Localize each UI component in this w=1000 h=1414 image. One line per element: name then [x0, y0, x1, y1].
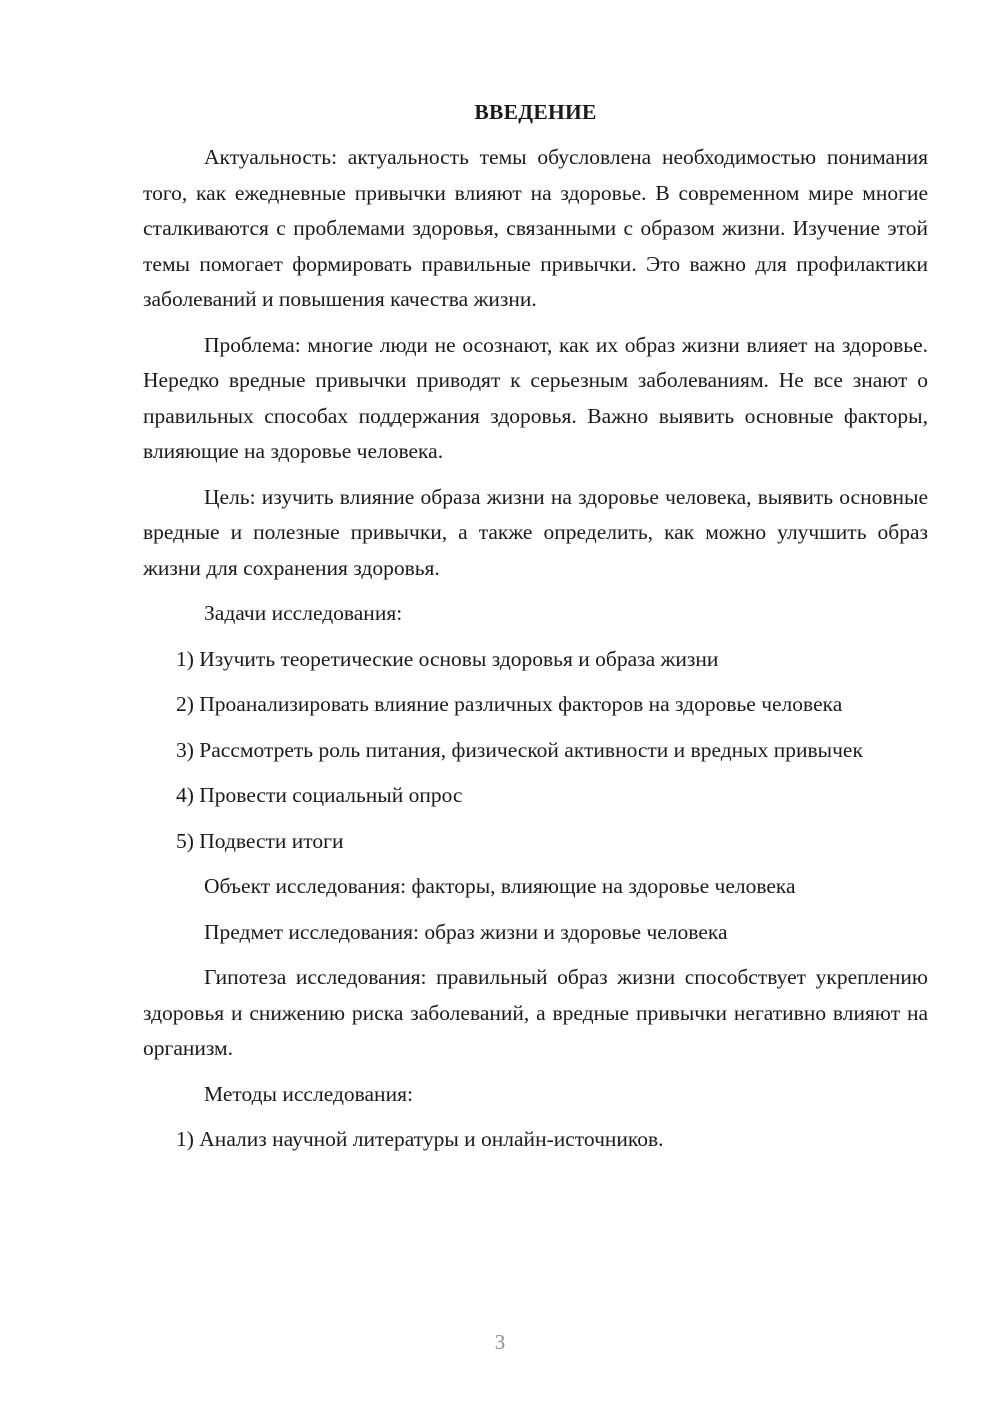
- task-item-4: 4) Провести социальный опрос: [176, 783, 463, 807]
- tasks-heading: Задачи исследования:: [204, 601, 403, 625]
- subject-line: Предмет исследования: образ жизни и здоровье человека: [204, 919, 728, 944]
- method-item-1: 1) Анализ научной литературы и онлайн-источников.: [176, 1127, 664, 1151]
- hypothesis-paragraph: Гипотеза исследования: правильный образ жизни способствует укреплению здоровья и снижению риска заболеваний, а вредные привычки негативно влияют на организм.: [143, 965, 928, 1060]
- document-page: [143, 95, 928, 1168]
- relevance-paragraph: Актуальность: актуальность темы обусловлена необходимостью понимания того, как ежедневные привычки влияют на здоровье. В современном мире многие сталкиваются с проблемами здоровья, связанными с образом жизни. Изучение этой темы помогает формировать правильные привычки. Это важно для профилактики заболеваний и повышения качества жизни.: [143, 145, 928, 311]
- task-item-1: 1) Изучить теоретические основы здоровья и образа жизни: [176, 646, 719, 671]
- goal-paragraph: Цель: изучить влияние образа жизни на здоровье человека, выявить основные вредные и полезные привычки, а также определить, как можно улучшить образ жизни для сохранения здоровья.: [143, 484, 928, 580]
- object-line: Объект исследования: факторы, влияющие на здоровье человека: [204, 874, 796, 898]
- page-number: 3: [494, 1330, 506, 1354]
- task-item-2: 2) Проанализировать влияние различных факторов на здоровье человека: [176, 692, 843, 716]
- task-item-3: 3) Рассмотреть роль питания, физической активности и вредных привычек: [176, 737, 863, 762]
- problem-paragraph: Проблема: многие люди не осознают, как их образ жизни влияет на здоровье. Нередко вредные привычки приводят к серьезным заболеваниям. Не все знают о правильных способах поддержания здоровья. Важно выявить основные факторы, влияющие на здоровье человека.: [143, 332, 928, 463]
- document-title: ВВЕДЕНИЕ: [474, 100, 597, 124]
- methods-heading: Методы исследования:: [204, 1081, 413, 1106]
- task-item-5: 5) Подвести итоги: [176, 828, 344, 853]
